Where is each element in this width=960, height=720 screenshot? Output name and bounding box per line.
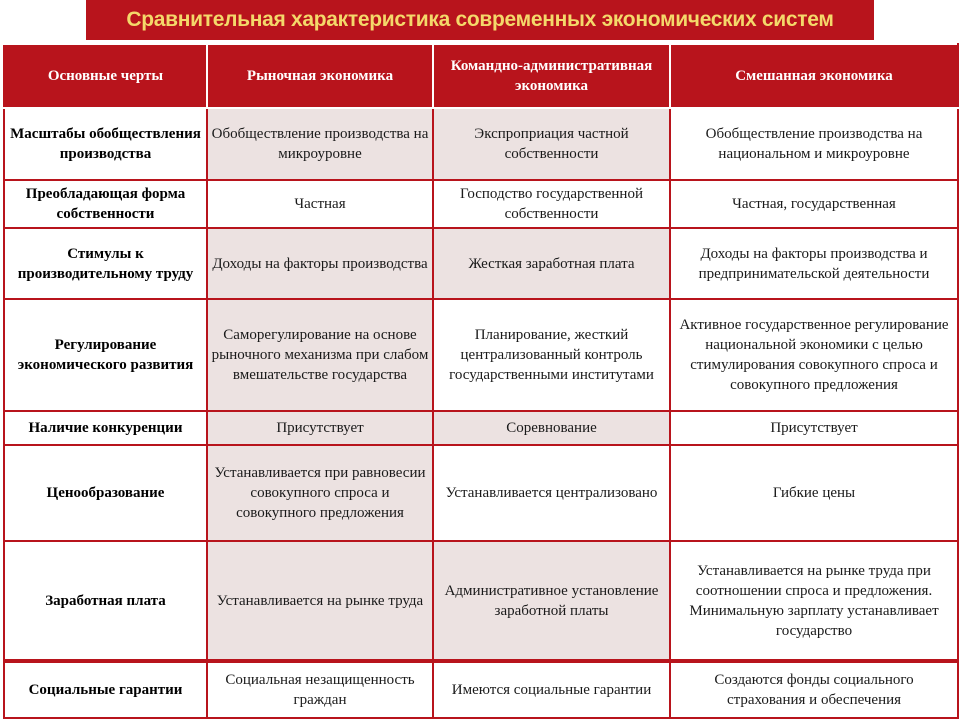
mixed-cell: Устанавливается на рынке труда при соотношении спроса и предложения. Минимальную зарплату устанавливает государство xyxy=(670,541,958,661)
header-mixed: Смешанная экономика xyxy=(670,44,958,108)
feature-cell: Преобладающая форма собственности xyxy=(4,180,207,228)
command-cell: Имеются социальные гарантии xyxy=(433,661,670,718)
mixed-cell: Присутствует xyxy=(670,411,958,445)
table-row xyxy=(4,299,958,411)
command-cell: Господство государственной собственности xyxy=(433,180,670,228)
mixed-cell: Создаются фонды социального страхования и обеспечения xyxy=(670,661,958,718)
mixed-cell: Гибкие цены xyxy=(670,445,958,541)
comparison-table xyxy=(3,43,959,719)
feature-cell: Регулирование экономического развития xyxy=(4,299,207,411)
market-cell: Социальная незащищенность граждан xyxy=(207,661,433,718)
mixed-cell: Активное государственное регулирование национальной экономики с целью стимулирования совокупного спроса и совокупного предложения xyxy=(670,299,958,411)
table-row xyxy=(4,661,958,718)
header-command: Командно-административная экономика xyxy=(433,44,670,108)
feature-cell: Стимулы к производительному труду xyxy=(4,228,207,299)
market-cell: Частная xyxy=(207,180,433,228)
market-cell: Присутствует xyxy=(207,411,433,445)
page-title: Сравнительная характеристика современных экономических систем xyxy=(86,0,874,40)
market-cell: Саморегулирование на основе рыночного механизма при слабом вмешательстве государства xyxy=(207,299,433,411)
feature-cell: Заработная плата xyxy=(4,541,207,661)
feature-cell: Социальные гарантии xyxy=(4,661,207,718)
market-cell: Доходы на факторы производства xyxy=(207,228,433,299)
header-features: Основные черты xyxy=(4,44,207,108)
table-row xyxy=(4,180,958,228)
feature-cell: Масштабы обобществления производства xyxy=(4,108,207,180)
market-cell: Устанавливается при равновесии совокупного спроса и совокупного предложения xyxy=(207,445,433,541)
command-cell: Административное установление заработной платы xyxy=(433,541,670,661)
mixed-cell: Доходы на факторы производства и предпринимательской деятельности xyxy=(670,228,958,299)
header-row xyxy=(4,44,958,108)
header-market: Рыночная экономика xyxy=(207,44,433,108)
table-row xyxy=(4,411,958,445)
market-cell: Обобществление производства на микроуровне xyxy=(207,108,433,180)
table-row xyxy=(4,228,958,299)
feature-cell: Наличие конкуренции xyxy=(4,411,207,445)
table-row xyxy=(4,108,958,180)
mixed-cell: Частная, государственная xyxy=(670,180,958,228)
table-row xyxy=(4,445,958,541)
command-cell: Планирование, жесткий централизованный контроль государственными институтами xyxy=(433,299,670,411)
market-cell: Устанавливается на рынке труда xyxy=(207,541,433,661)
mixed-cell: Обобществление производства на национальном и микроуровне xyxy=(670,108,958,180)
table-row xyxy=(4,541,958,661)
command-cell: Жесткая заработная плата xyxy=(433,228,670,299)
command-cell: Соревнование xyxy=(433,411,670,445)
command-cell: Устанавливается централизовано xyxy=(433,445,670,541)
feature-cell: Ценообразование xyxy=(4,445,207,541)
command-cell: Экспроприация частной собственности xyxy=(433,108,670,180)
